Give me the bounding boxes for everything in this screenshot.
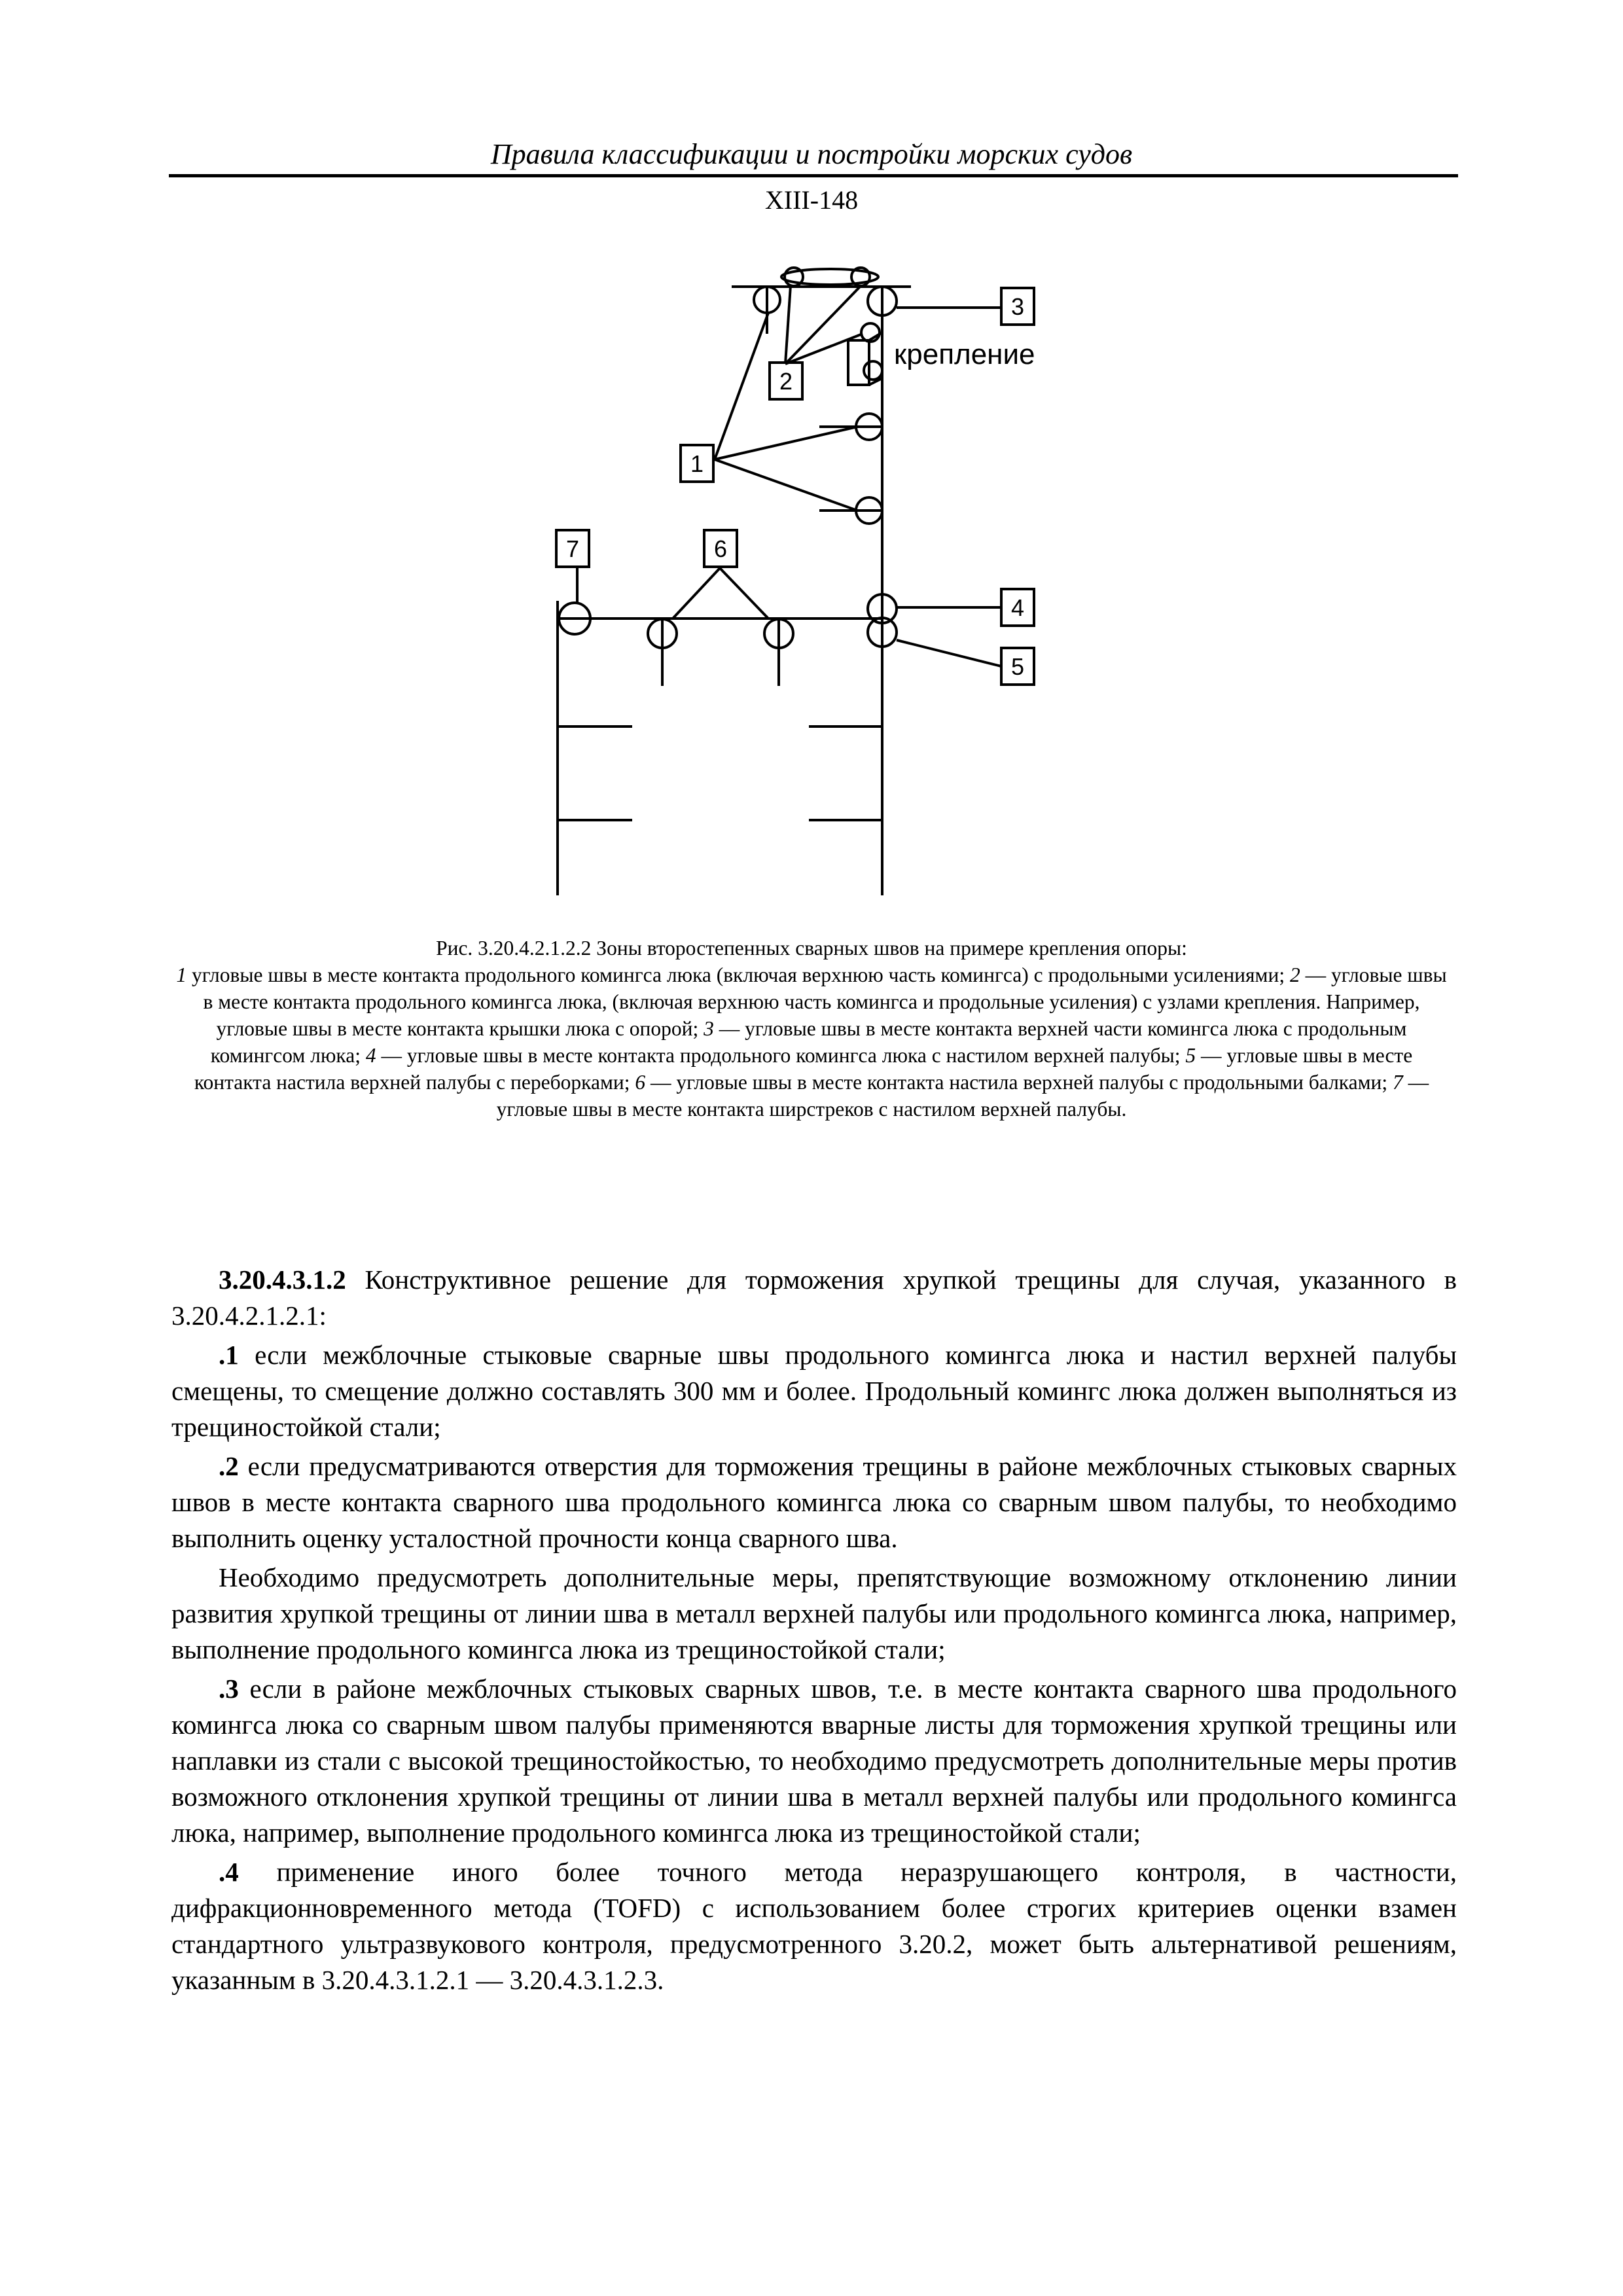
caption-title: Рис. 3.20.4.2.1.2.2 Зоны второстепенных сварных швов на примере крепления опоры: (436, 937, 1187, 960)
label-2: 2 (779, 368, 793, 395)
legend-text-6: — угловые швы в месте контакта настила верхней палубы с продольными балками; (645, 1071, 1388, 1094)
weld-zones-figure (0, 0, 1623, 929)
item-number: .2 (219, 1451, 239, 1481)
paragraph-3-20-4-3-1-2: 3.20.4.3.1.2 Конструктивное решение для торможения хрупкой трещины для случая, указанного в 3.20.4.2.1.2.1: (171, 1265, 1457, 1331)
weld-mark (864, 361, 882, 380)
body-text (171, 1262, 1457, 2001)
legend-index-4: 4 (365, 1044, 376, 1067)
label-4: 4 (1010, 594, 1025, 621)
legend-index-7: 7 (1393, 1071, 1403, 1094)
legend-text-1: угловые швы в месте контакта продольного комингса люка (включая верхнюю часть комингса) с продольными усилениями; (187, 963, 1285, 986)
legend-index-1: 1 (176, 963, 187, 986)
label-6: 6 (713, 535, 728, 562)
caption-legend (171, 961, 1452, 1122)
paragraph-item-4: .4 применение иного более точного метода неразрушающего контроля, в частности, дифракционновременного метода (TOFD) с использованием более строгих критериев оценки взамен стандартного ультразвукового контроля, предусмотренного 3.20.2, может быть альтернативой решениям, указанным в 3.20.4.3.1.2.1 — 3.20.4.3.1.2.3. (171, 1857, 1457, 1995)
paragraph-item-2: .2 если предусматриваются отверстия для торможения трещины в районе межблочных стыковых сварных швов в месте контакта сварного шва продольного комингса люка со сварным швом палубы, то необходимо выполнить оценку усталостной прочности конца сварного шва. (171, 1451, 1457, 1553)
hatch-cover-support (781, 269, 878, 285)
attachment-label: крепление (894, 338, 1035, 370)
paragraph-additional-measures: Необходимо предусмотреть дополнительные меры, препятствующие возможному отклонению линии развития хрупкой трещины от линии шва в металл верхней палубы или продольного комингса люка, например, выполнение продольного комингса люка из трещиностойкой стали; (171, 1562, 1457, 1664)
label-3: 3 (1010, 293, 1025, 320)
page-number: XIII-148 (764, 185, 859, 215)
weld-zones-diagram (0, 0, 1623, 929)
item-number: .3 (219, 1674, 239, 1704)
legend-text-4: — угловые швы в месте контакта продольного комингса люка с настилом верхней палубы; (376, 1044, 1181, 1067)
legend-index-2: 2 (1289, 963, 1300, 986)
legend-text-5: — угловые швы в месте контакта настила верхней палубы с переборками; (194, 1044, 1413, 1094)
label-1: 1 (690, 450, 704, 477)
clause-number: 3.20.4.3.1.2 (219, 1265, 346, 1295)
label-7: 7 (565, 535, 580, 562)
label-5: 5 (1010, 653, 1025, 680)
running-header-title: Правила классификации и постройки морских судов (490, 138, 1133, 170)
legend-text-3: — угловые швы в месте контакта верхней части комингса люка с продольным комингсом люка; (210, 1017, 1407, 1067)
item-number: .1 (219, 1340, 239, 1370)
figure-caption (171, 935, 1452, 1122)
paragraph-item-1: .1 если межблочные стыковые сварные швы продольного комингса люка и настил верхней палубы смещены, то смещение должно составлять 300 мм и более. Продольный комингс люка должен выполняться из трещиностойкой стали; (171, 1340, 1457, 1442)
legend-index-3: 3 (704, 1017, 714, 1040)
legend-index-5: 5 (1185, 1044, 1196, 1067)
paragraph-item-3: .3 если в районе межблочных стыковых сварных швов, т.е. в месте контакта сварного шва продольного комингса люка со сварным швом палубы применяются вварные листы для торможения хрупкой трещины или наплавки из стали с высокой трещиностойкостью, то необходимо предусмотреть дополнительные меры против возможного отклонения хрупкой трещины от линии шва в металл верхней палубы или продольного комингса люка, например, выполнение продольного комингса люка из трещиностойкой стали; (171, 1674, 1457, 1848)
legend-text-2: — угловые швы в месте контакта продольного комингса люка, (включая верхнюю часть комингса и продольные усиления) с узлами крепления. Например, угловые швы в месте контакта крышки люка с опорой; (203, 963, 1447, 1040)
legend-text-7: — угловые швы в месте контакта ширстреков с настилом верхней палубы. (496, 1071, 1429, 1121)
item-number: .4 (219, 1857, 239, 1887)
legend-index-6: 6 (635, 1071, 646, 1094)
